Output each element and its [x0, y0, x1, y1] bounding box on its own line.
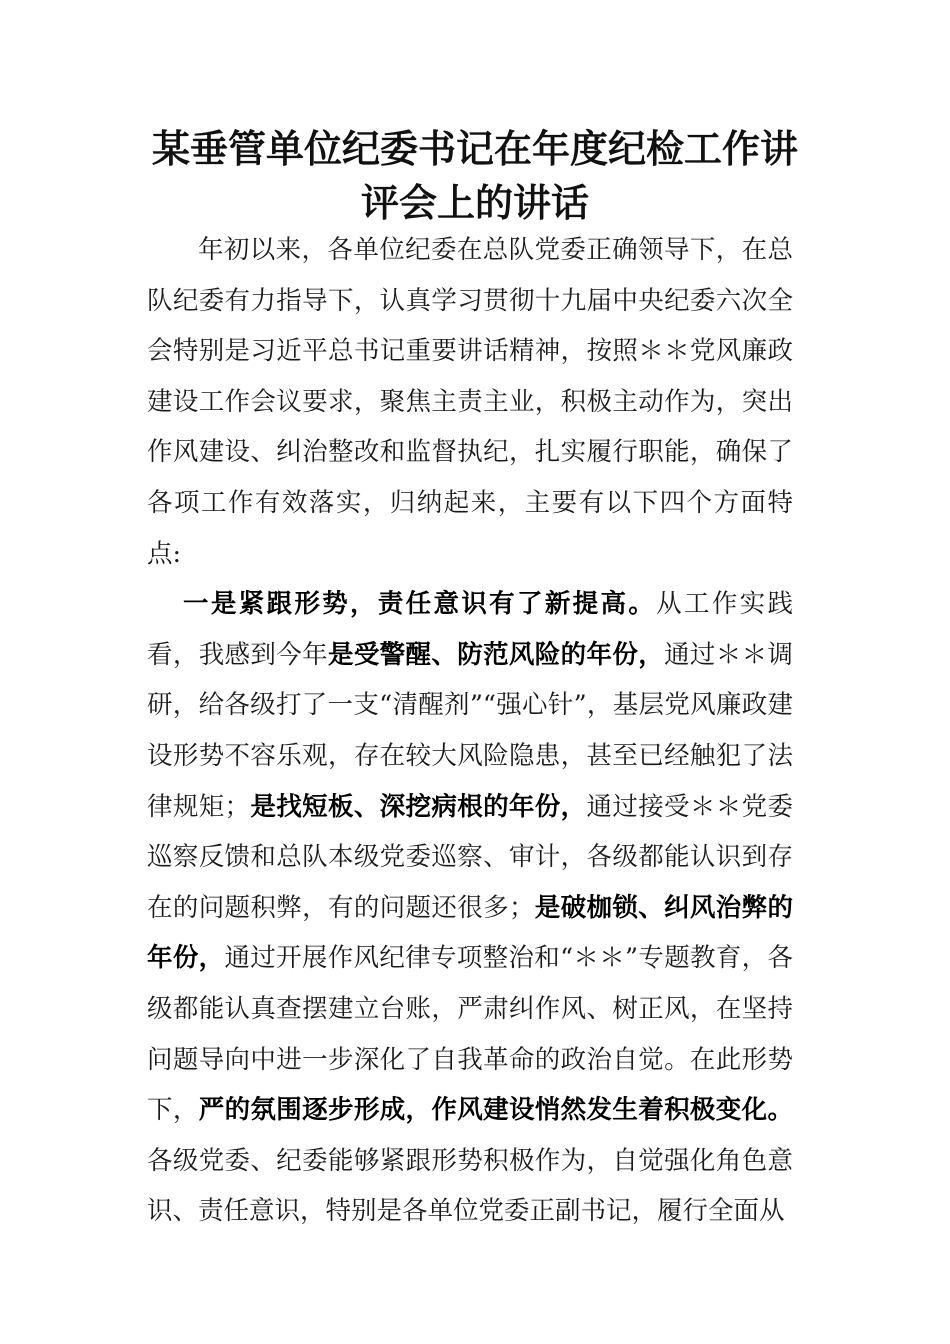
paragraph-point-one [147, 579, 793, 1237]
text-segment: 通过开展作风纪律专项整治和“＊＊”专题教育，各级都能认真查摆建立台账，严肃纠作风、树正风，在坚持问题导向中进一步深化了自我革命的政治自觉。在此形势下， [147, 943, 793, 1126]
bold-phrase: 严的氛围逐步形成，作风建设悄然发生着积极变化。 [198, 1095, 793, 1126]
document-title: 某垂管单位纪委书记在年度纪检工作讲评会上的讲话 [151, 126, 798, 225]
bold-phrase: 是受警醒、防范风险的年份， [327, 639, 665, 670]
bold-phrase: 是破枷锁、纠风治弊的年份， [147, 892, 793, 974]
document-body [147, 225, 793, 1237]
paragraph-intro [147, 225, 793, 579]
text-segment: 从工作实践看，我感到今年 [147, 589, 793, 670]
text-segment: 各级党委、纪委能够紧跟形势积极作为，自觉强化角色意识、责任意识，特别是各单位党委正副书记，履行全面从 [147, 1145, 793, 1227]
bold-heading: 一是紧跟形势，责任意识有了新提高。 [183, 589, 657, 620]
bold-phrase: 是找短板、深挖病根的年份， [250, 791, 587, 822]
text-segment: 通过接受＊＊党委巡察反馈和总队本级党委巡察、审计，各级都能认识到存在的问题积弊，有的问题还很多； [147, 791, 793, 923]
text-segment: 年初以来，各单位纪委在总队党委正确领导下，在总队纪委有力指导下，认真学习贯彻十九届中央纪委六次全会特别是习近平总书记重要讲话精神，按照＊＊党风廉政建设工作会议要求，聚焦主责主业，积极主动作为，突出作风建设、纠治整改和监督执纪，扎实履行职能，确保了各项工作有效落实，归纳起来，主要有以下四个方面特点: [147, 235, 793, 569]
text-segment: 通过＊＊调研，给各级打了一支“清醒剂”“强心针”，基层党风廉政建设形势不容乐观，存在较大风险隐患，甚至已经触犯了法律规矩； [147, 639, 793, 822]
